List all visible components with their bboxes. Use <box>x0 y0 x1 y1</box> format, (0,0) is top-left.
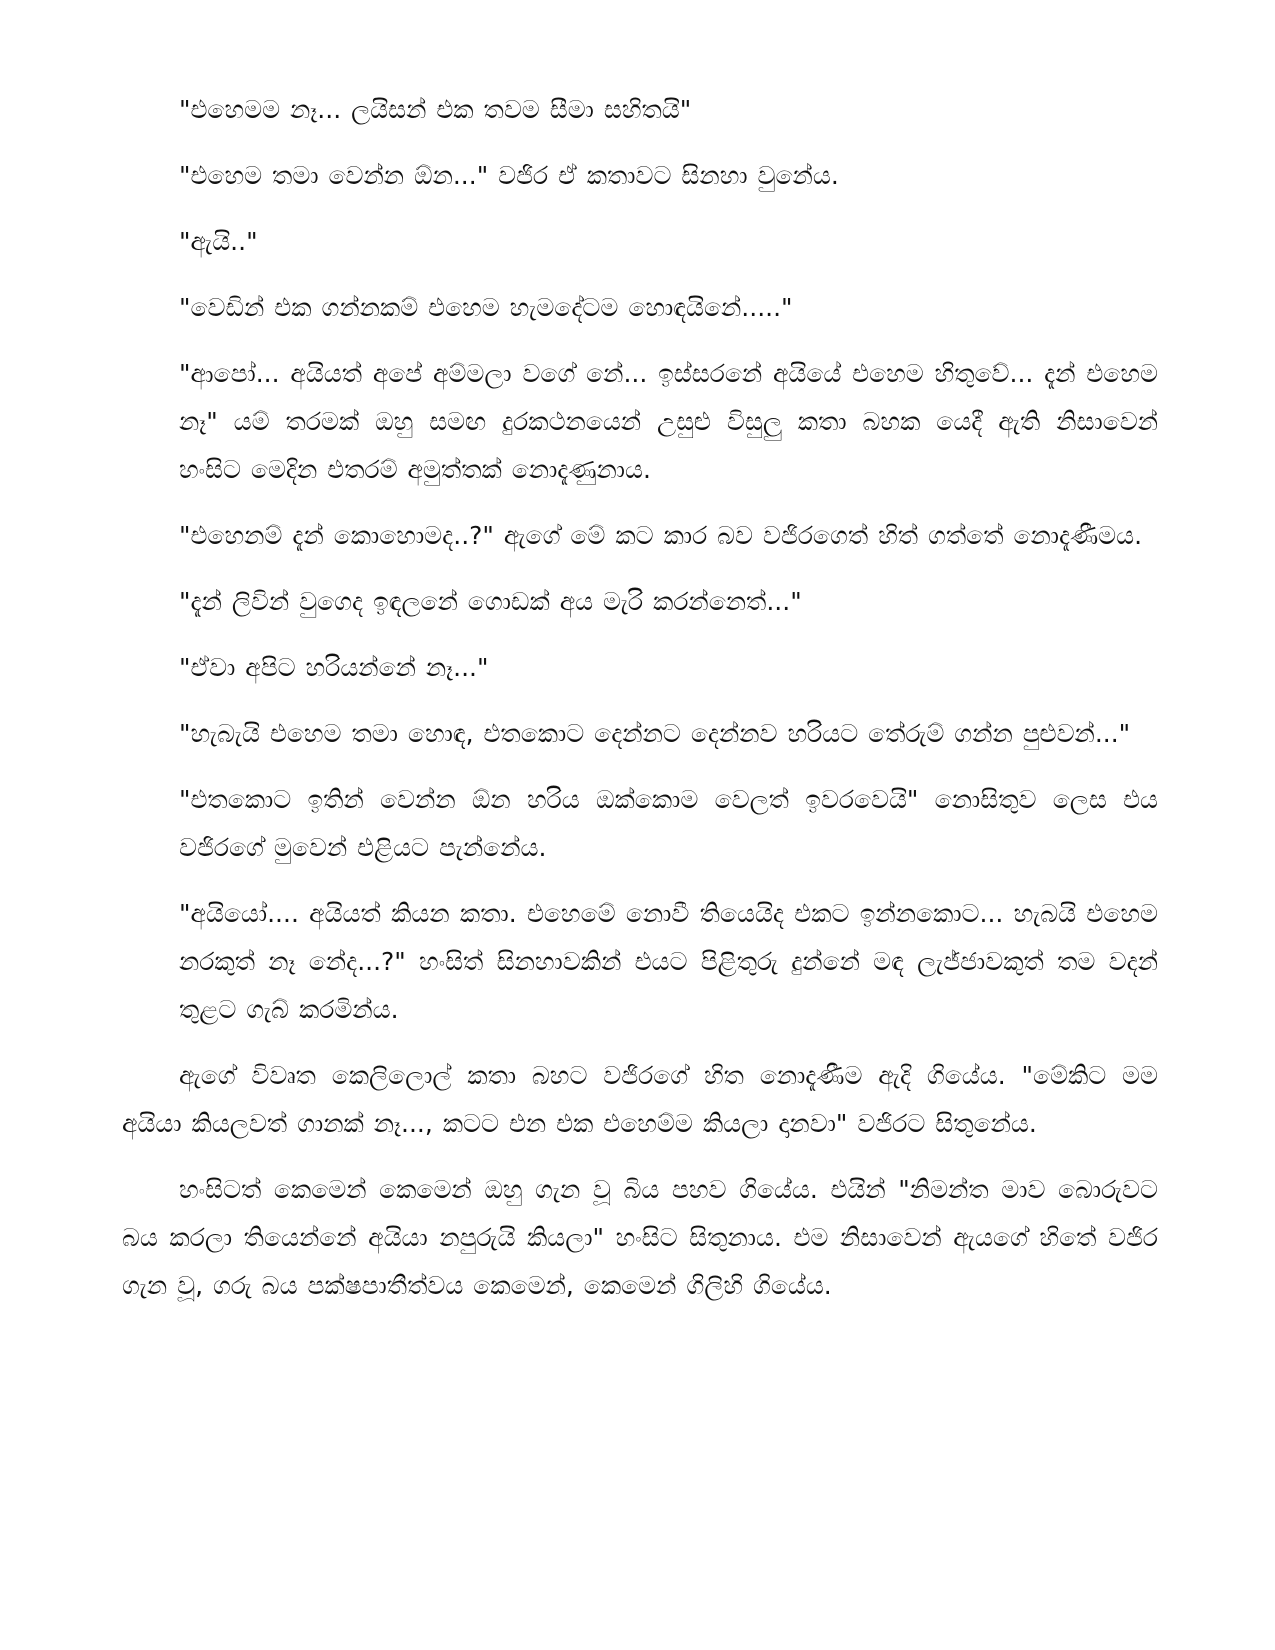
paragraph-11: "අයියෝ.... අයියත් කියන කතා. එහෙමේ නොවී තියෙයිද එකට ඉන්නකොට... හැබයි එහෙම නරකුත් නෑ නේද...?" හංසිත් සිනහාවකින් එයට පිළිතුරු දුන්නේ මඳ ලැජ්ජාවකුත් තම වදන් තුළට ගැබ් කරමින්ය. <box>179 899 1158 1024</box>
paragraph-7: "දැන් ලිවින් වුගෙද ඉඳලනේ ගොඩක් අය මැරි කරන්නෙත්..." <box>179 587 802 616</box>
body-text <box>122 86 1158 1328</box>
paragraph-4: "වෙඩින් එක ගන්නකම් එහෙම හැමදේටම හොඳයිනේ....." <box>179 293 793 322</box>
paragraph-5: "ආපෝ... අයියත් අපේ අම්මලා වගේ නේ... ඉස්සරනේ අයියේ එහෙම හිතුවේ... දැන් එහෙම නෑ" යම් තරමක් ඔහු සමඟ දුරකථනයෙන් උසුළු විසුලු කතා බහක යෙදී ඇති නිසාවෙන් හංසිට මෙදින එතරම් අමුත්තක් නොදැණුනාය. <box>179 359 1158 484</box>
paragraph-9: "හැබැයි එහෙම තමා හොඳ, එතකොට දෙන්නට දෙන්නව හරියට තේරුම් ගන්න පුළුවන්..." <box>179 719 1131 748</box>
paragraph-10: "එතකොට ඉතින් වෙන්න ඕන හරිය ඔක්කොම වෙලත් ඉවරවෙයි" නොසිතුව ලෙස එය වජිරගේ මුවෙන් එළියට පැන්නේය. <box>179 785 1158 862</box>
paragraph-12: ඇගේ විවෘත කෙලිලොල් කතා බහට වජිරගේ හිත නොදැණීම ඇදි ගියේය. "මේකිට මම අයියා කියලවත් ගානක් නෑ..., කටට එන එක එහෙම්ම කියලා දානවා" වජිරට සිතුනේය. <box>122 1061 1158 1138</box>
paragraph-13: හංසිටත් කෙමෙන් කෙමෙන් ඔහු ගැන වූ බිය පහව ගියේය. එයින් "නිමන්ත මාව බොරුවට බය කරලා තියෙන්නේ අයියා නපුරුයි කියලා" හංසිට සිතුනාය. එම නිසාවෙන් ඇයගේ හිතේ වජිර ගැන වූ, ගරු බය පක්ෂපාතීත්වය කෙමෙන්, කෙමෙන් ගිලිහි ගියේය. <box>122 1175 1158 1300</box>
paragraph-1: "එහෙමම නෑ... ලයිසන් එක තවම සීමා සහිතයි" <box>179 95 692 124</box>
paragraph-2: "එහෙම තමා වෙන්න ඕන..." වජිර ඒ කතාවට සිනහා වුනේය. <box>179 161 839 190</box>
paragraph-8: "ඒවා අපිට හරියන්නේ නෑ..." <box>179 653 489 682</box>
paragraph-6: "එහෙනම් දැන් කොහොමද..?" ඇගේ මේ කට කාර බව වජිරගෙත් හිත් ගත්තේ නොදැණීමය. <box>179 521 1143 550</box>
paragraph-3: "ඇයි.." <box>179 227 258 256</box>
